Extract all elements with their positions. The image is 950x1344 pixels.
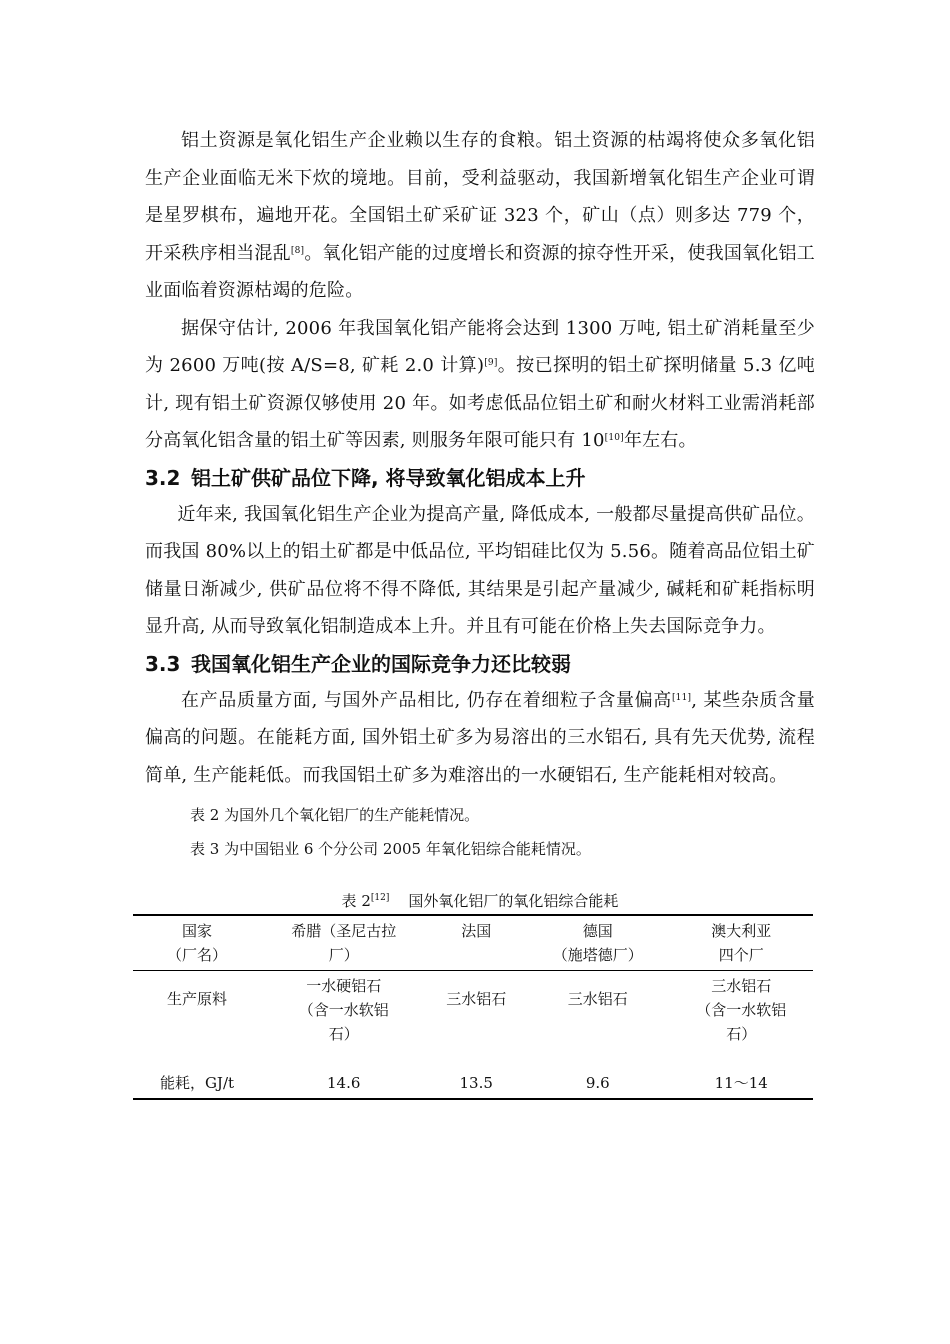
- header-cell: 法国: [461, 922, 492, 940]
- table-cell: 11～14: [669, 1049, 813, 1099]
- citation-ref: [8]: [290, 245, 305, 256]
- table-row: [133, 1049, 813, 1099]
- table-cell: 三水铝石: [426, 971, 526, 1050]
- table-cell: 9.6: [526, 1049, 669, 1099]
- paragraph-text: 铝土资源是氧化铝生产企业赖以生存的食粮。铝土资源的枯竭将使众多氧化铝生产企业面临无米下炊的境地。目前，受利益驱动，我国新增氧化铝生产企业可谓是星罗棋布，遍地开花。全国铝土矿采矿证 323 个，矿山（点）则多达 779 个，开采秩序相当混乱: [145, 130, 815, 264]
- table-note-3: 表 3 为中国铝业 6 个分公司 2005 年氧化铝综合能耗情况。: [190, 840, 591, 858]
- header-cell: 德国 （施塔德厂）: [552, 922, 643, 964]
- paragraph-text: 在产品质量方面, 与国外产品相比, 仍存在着细粒子含量偏高: [181, 689, 672, 711]
- energy-consumption-table: [133, 914, 813, 1100]
- caption-title: 国外氧化铝厂的氧化铝综合能耗: [408, 892, 619, 910]
- row-label-cell: 生产原料: [133, 971, 261, 1050]
- header-cell: 希腊（圣尼古拉 厂）: [291, 922, 397, 964]
- citation-ref: [12]: [370, 893, 390, 903]
- paragraph-text: , 某些杂质含量偏高的问题。在能耗方面, 国外铝土矿多为易溶出的三水铝石, 具有先天优势, 流程简单, 生产能耗低。而我国铝土矿多为难溶出的一水硬铝石, 生产能耗相对较高。: [145, 689, 816, 786]
- paragraph-text: 。按已探明的铝土矿探明储量 5.3 亿吨计, 现有铝土矿资源仅够使用 20 年。如考虑低品位铝土矿和耐火材料工业需消耗部分高氧化铝含量的铝土矿等因素, 则服务年限可能只有 10: [145, 355, 815, 451]
- row-label-cell: 能耗，GJ/t: [133, 1049, 261, 1099]
- section-number: 3.2: [145, 465, 181, 490]
- header-cell: 国家 （厂名）: [166, 922, 227, 964]
- paragraph-text: 。氧化铝产能的过度增长和资源的掠夺性开采，使我国氧化铝工业面临着资源枯竭的危险。: [145, 242, 815, 301]
- citation-ref: [11]: [671, 692, 692, 703]
- table-row: [133, 971, 813, 1050]
- paragraph-competitiveness: [145, 682, 815, 795]
- paragraph-text: 据保守估计, 2006 年我国氧化铝产能将会达到 1300 万吨, 铝土矿消耗量至少为 2600 万吨(按 A/S=8, 矿耗 2.0 计算): [145, 317, 815, 376]
- section-heading-3-3: [145, 646, 815, 682]
- paragraph-ore-grade: [145, 496, 815, 646]
- section-title: 铝土矿供矿品位下降, 将导致氧化铝成本上升: [191, 465, 586, 490]
- paragraph-text: 年左右。: [623, 430, 697, 451]
- table-note-2: 表 2 为国外几个氧化铝厂的生产能耗情况。: [190, 806, 480, 824]
- paragraph-resource-depletion: [145, 122, 815, 310]
- table-header-row: [133, 915, 813, 971]
- table-cell: 14.6: [261, 1049, 426, 1099]
- paragraph-text: 近年来, 我国氧化铝生产企业为提高产量, 降低成本, 一般都尽量提高供矿品位。而我国 80%以上的铝土矿都是中低品位, 平均铝硅比仅为 5.56。随着高品位铝土矿储量日渐减少, 供矿品位将不得不降低, 其结果是引起产量减少, 碱耗和矿耗指标明显升高, 从而导致氧化铝制造成本上升。并且有可能在价格上失去国际竞争力。: [145, 503, 815, 637]
- citation-ref: [10]: [604, 433, 624, 443]
- caption-prefix: 表 2: [341, 892, 371, 910]
- table-cell: 三水铝石: [526, 971, 669, 1050]
- paragraph-capacity-estimate: [145, 310, 815, 460]
- table-cell: 三水铝石 （含一水软铝 石）: [669, 971, 813, 1050]
- section-number: 3.3: [145, 651, 181, 676]
- document-page: [145, 122, 815, 1100]
- header-cell: 澳大利亚 四个厂: [711, 922, 772, 964]
- section-heading-3-2: [145, 460, 815, 496]
- table-cell: 13.5: [426, 1049, 526, 1099]
- table-cell: 一水硬铝石 （含一水软铝 石）: [261, 971, 426, 1050]
- citation-ref: [9]: [484, 358, 498, 368]
- table-caption: [145, 888, 815, 914]
- section-title: 我国氧化铝生产企业的国际竞争力还比较弱: [191, 651, 571, 676]
